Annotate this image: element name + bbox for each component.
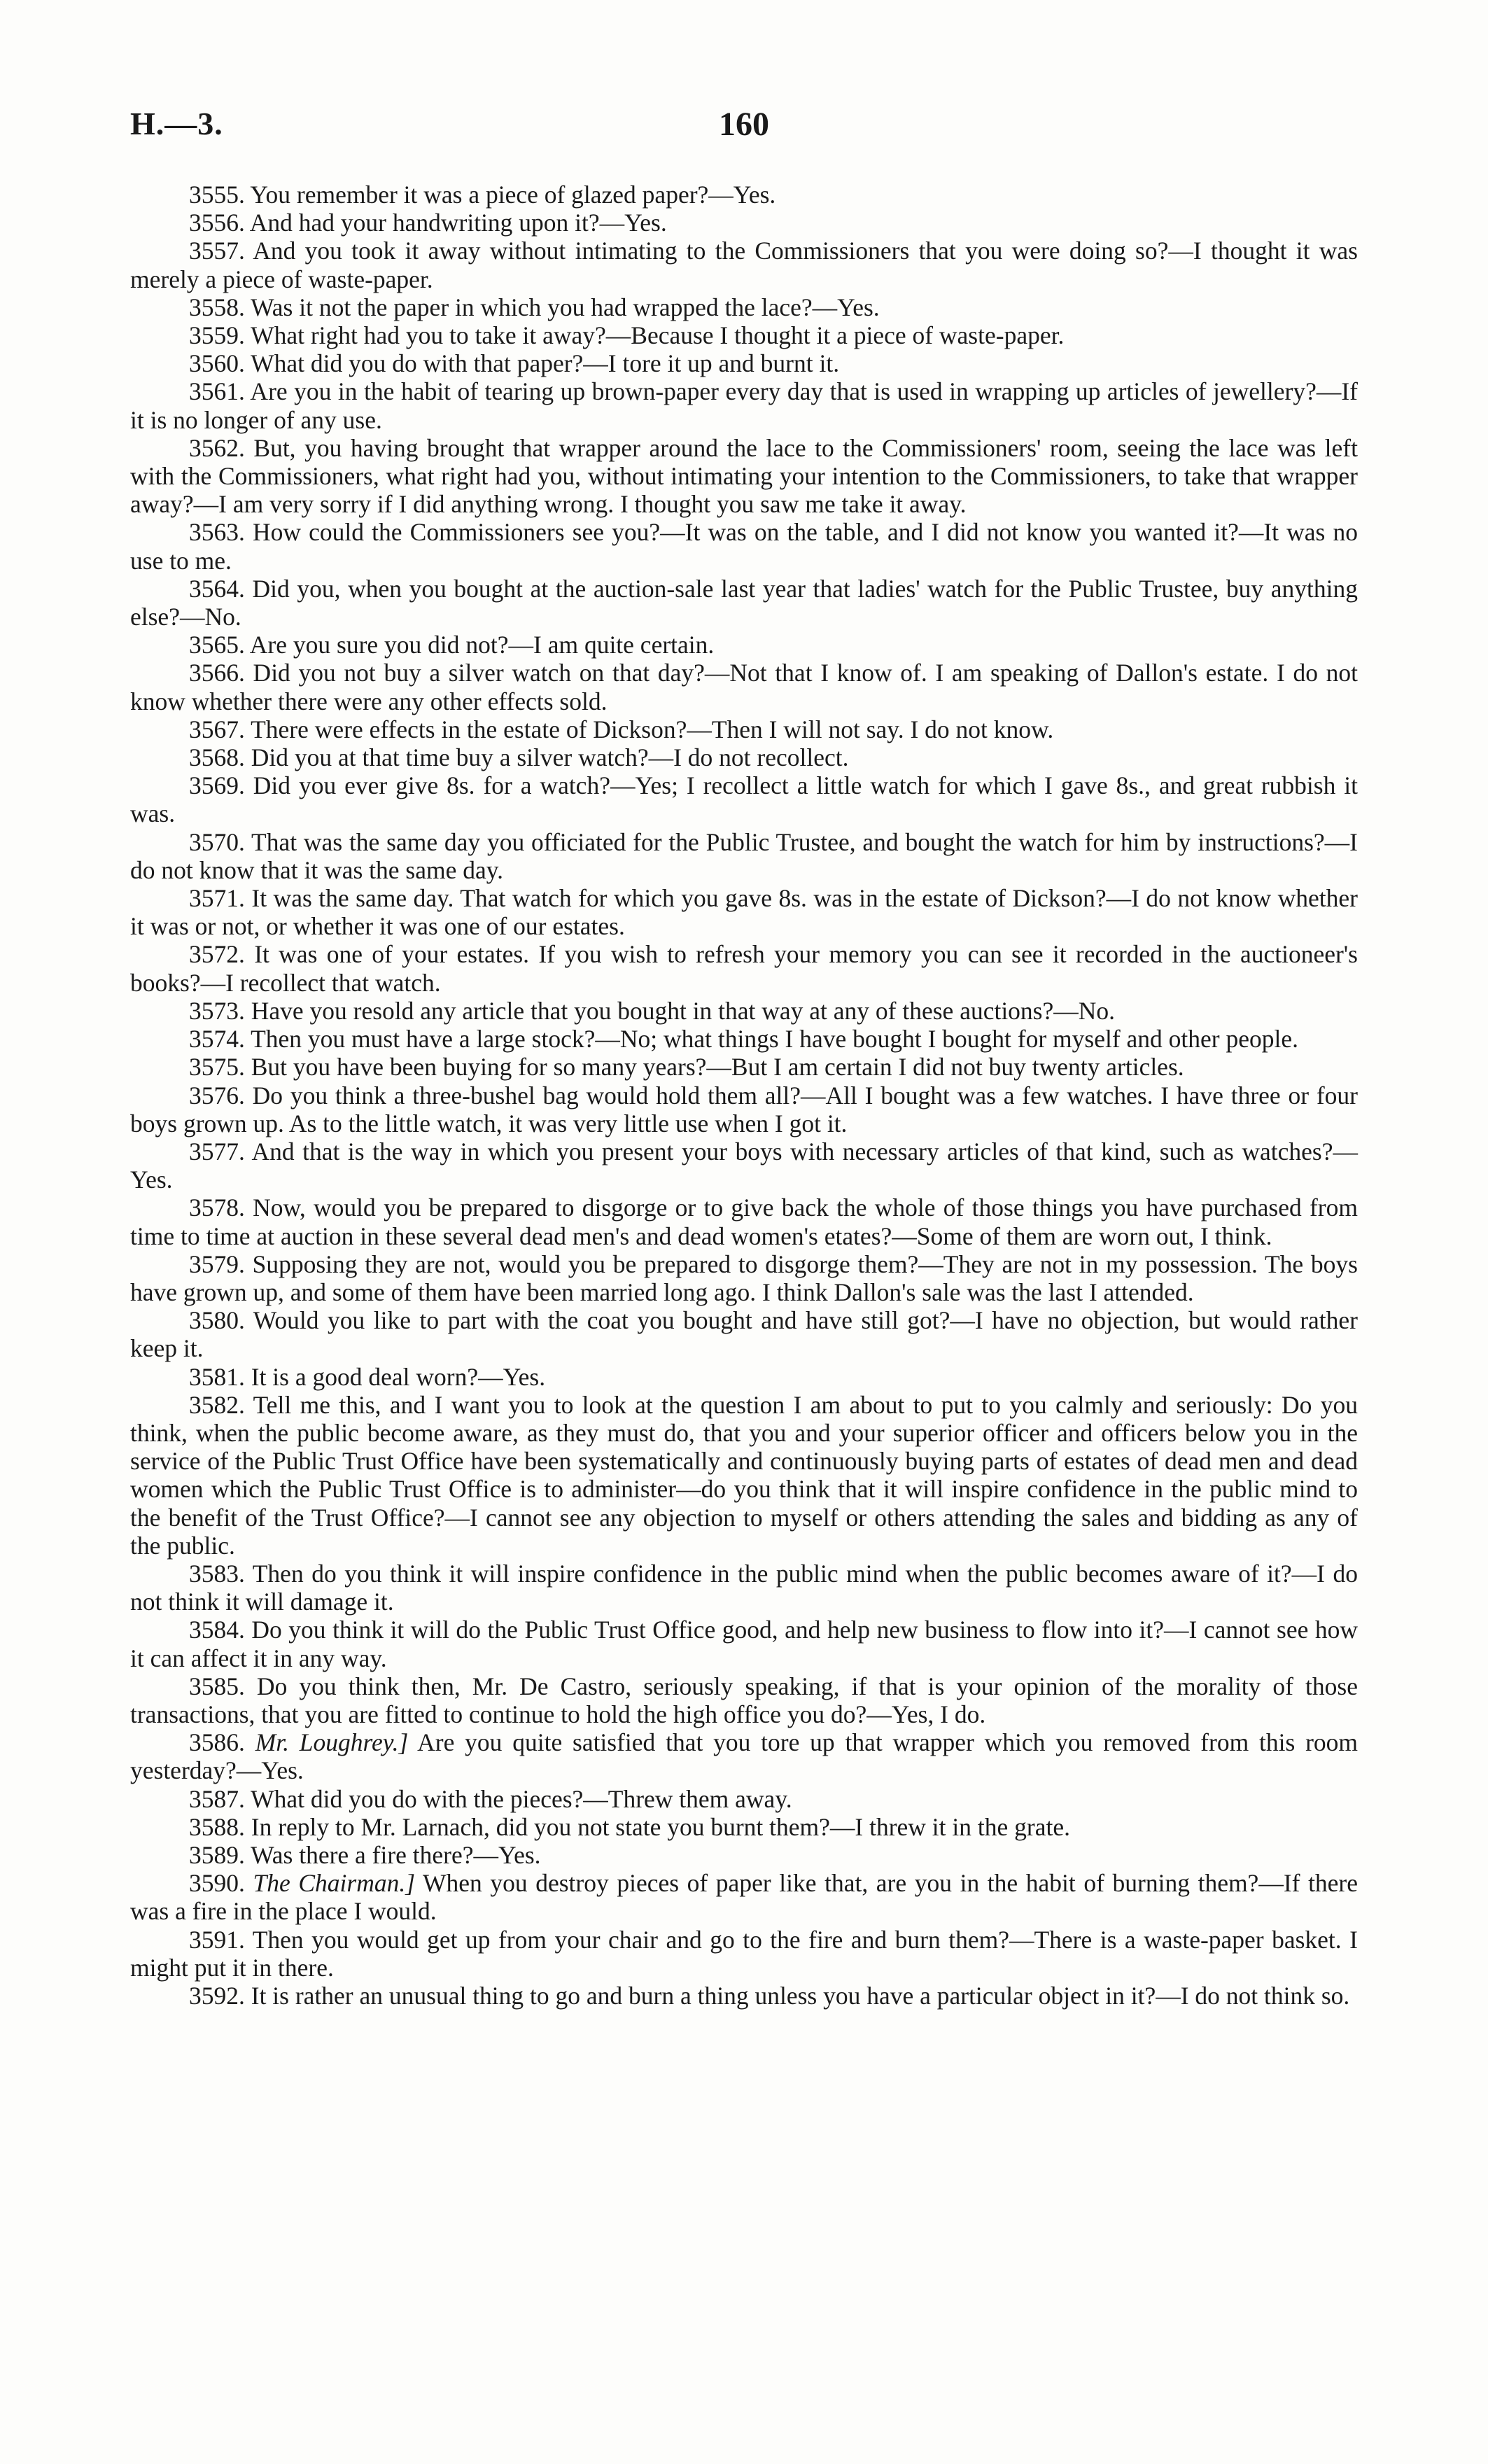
paragraph-3578: 3578. Now, would you be prepared to disgorge or to give back the whole of those things you have purchased from time to time at auction in these several dead men's and dead women's etates?—Some of them are worn out, I think.	[130, 1194, 1358, 1250]
paragraph-3564: 3564. Did you, when you bought at the auction-sale last year that ladies' watch for the Public Trustee, buy anything else?—No.	[130, 574, 1358, 631]
paragraph-3573: 3573. Have you resold any article that you bought in that way at any of these auctions?—No.	[189, 996, 1116, 1025]
paragraph-3590	[130, 1869, 1358, 1925]
paragraph-3566: 3566. Did you not buy a silver watch on that day?—Not that I know of. I am speaking of Dallon's estate. I do not know whether there were any other effects sold.	[130, 659, 1358, 715]
paragraph-3587: 3587. What did you do with the pieces?—Threw them away.	[189, 1784, 792, 1813]
question-text: Are you quite satisfied that you tore up that wrapper which you removed from this room yesterday?—Yes.	[130, 1728, 1359, 1785]
paragraph-3567: 3567. There were effects in the estate of Dickson?—Then I will not say. I do not know.	[189, 715, 1054, 743]
paragraph-3577: 3577. And that is the way in which you present your boys with necessary articles of that kind, such as watches?—Yes.	[130, 1137, 1358, 1194]
paragraph-3586	[130, 1728, 1358, 1784]
paragraph-3568: 3568. Did you at that time buy a silver watch?—I do not recollect.	[189, 743, 849, 772]
paragraph-3582: 3582. Tell me this, and I want you to look at the question I am about to put to you calmly and seriously: Do you think, when the public become aware, as they must do, that you and your superior officer and officers below you in the service of the Public Trust Office have been systematically and continuously buying parts of estates of dead men and dead women which the Public Trust Office is to administer—do you think that it will inspire confidence in the public mind to the benefit of the Trust Office?—I cannot see any objection to myself or others attending the sales and bidding as any of the public.	[130, 1390, 1358, 1560]
evidence-text	[130, 181, 1358, 2010]
paragraph-3575: 3575. But you have been buying for so many years?—But I am certain I did not buy twenty articles.	[189, 1053, 1184, 1082]
page-header	[130, 105, 1358, 154]
paragraph-3559: 3559. What right had you to take it away?—Because I thought it a piece of waste-paper.	[189, 321, 1065, 350]
paragraph-3569: 3569. Did you ever give 8s. for a watch?—Yes; I recollect a little watch for which I gave 8s., and great rubbish it was.	[130, 771, 1358, 828]
question-number: 3590.	[189, 1869, 245, 1898]
paragraph-3589: 3589. Was there a fire there?—Yes.	[189, 1840, 541, 1869]
paragraph-3576: 3576. Do you think a three-bushel bag would hold them all?—All I bought was a few watches. I have three or four boys grown up. As to the little watch, it was very little use when I got it.	[130, 1081, 1358, 1138]
paragraph-3562: 3562. But, you having brought that wrapper around the lace to the Commissioners' room, seeing the lace was left with the Commissioners, what right had you, without intimating your intention to the Commissioners, to take that wrapper away?—I am very sorry if I did anything wrong. I thought you saw me take it away.	[130, 433, 1358, 519]
paragraph-3565: 3565. Are you sure you did not?—I am quite certain.	[189, 631, 715, 659]
document-code: H.—3.	[130, 106, 223, 141]
paragraph-3585: 3585. Do you think then, Mr. De Castro, seriously speaking, if that is your opinion of the morality of those transactions, that you are fitted to continue to hold the high office you do?—Yes, I do.	[130, 1672, 1358, 1728]
paragraph-3574: 3574. Then you must have a large stock?—No; what things I have bought I bought for myself and other people.	[189, 1025, 1299, 1054]
paragraph-3571: 3571. It was the same day. That watch for which you gave 8s. was in the estate of Dickson?—I do not know whether it was or not, or whether it was one of our estates.	[130, 884, 1358, 941]
paragraph-3572: 3572. It was one of your estates. If you wish to refresh your memory you can see it recorded in the auctioneer's books?—I recollect that watch.	[130, 940, 1358, 997]
paragraph-3557: 3557. And you took it away without intimating to the Commissioners that you were doing so?—I thought it was merely a piece of waste-paper.	[130, 237, 1358, 293]
paragraph-3584: 3584. Do you think it will do the Public Trust Office good, and help new business to flow into it?—I cannot see how it can affect it in any way.	[130, 1616, 1358, 1672]
speaker-name: Mr. Loughrey.]	[255, 1728, 409, 1757]
paragraph-3579: 3579. Supposing they are not, would you be prepared to disgorge them?—They are not in my possession. The boys have grown up, and some of them have been married long ago. I think Dallon's sale was the last I attended.	[130, 1250, 1358, 1306]
paragraph-3588: 3588. In reply to Mr. Larnach, did you not state you burnt them?—I threw it in the grate.	[189, 1812, 1070, 1841]
speaker-name: The Chairman.]	[253, 1869, 416, 1898]
page-number: 160	[719, 106, 769, 143]
paragraph-3558: 3558. Was it not the paper in which you had wrapped the lace?—Yes.	[189, 293, 880, 321]
paragraph-3563: 3563. How could the Commissioners see you?—It was on the table, and I did not know you wanted it?—It was no use to me.	[130, 518, 1358, 575]
question-number: 3586.	[189, 1728, 245, 1757]
paragraph-3592: 3592. It is rather an unusual thing to go and burn a thing unless you have a particular object in it?—I do not think so.	[189, 1982, 1350, 2010]
paragraph-3591: 3591. Then you would get up from your chair and go to the fire and burn them?—There is a waste-paper basket. I might put it in there.	[130, 1925, 1358, 1982]
paragraph-3555: 3555. You remember it was a piece of glazed paper?—Yes.	[189, 181, 776, 209]
paragraph-3561: 3561. Are you in the habit of tearing up brown-paper every day that is used in wrapping up articles of jewellery?—If it is no longer of any use.	[130, 377, 1358, 434]
paragraph-3580: 3580. Would you like to part with the coat you bought and have still got?—I have no objection, but would rather keep it.	[130, 1306, 1358, 1363]
question-text: When you destroy pieces of paper like that, are you in the habit of burning them?—If there was a fire in the place I would.	[130, 1869, 1359, 1926]
paragraph-3581: 3581. It is a good deal worn?—Yes.	[189, 1362, 546, 1391]
paragraph-3570: 3570. That was the same day you officiated for the Public Trustee, and bought the watch for him by instructions?—I do not know that it was the same day.	[130, 827, 1358, 884]
paragraph-3583: 3583. Then do you think it will inspire confidence in the public mind when the public becomes aware of it?—I do not think it will damage it.	[130, 1559, 1358, 1616]
paragraph-3560: 3560. What did you do with that paper?—I tore it up and burnt it.	[189, 349, 840, 378]
paragraph-3556: 3556. And had your handwriting upon it?—Yes.	[189, 209, 667, 237]
